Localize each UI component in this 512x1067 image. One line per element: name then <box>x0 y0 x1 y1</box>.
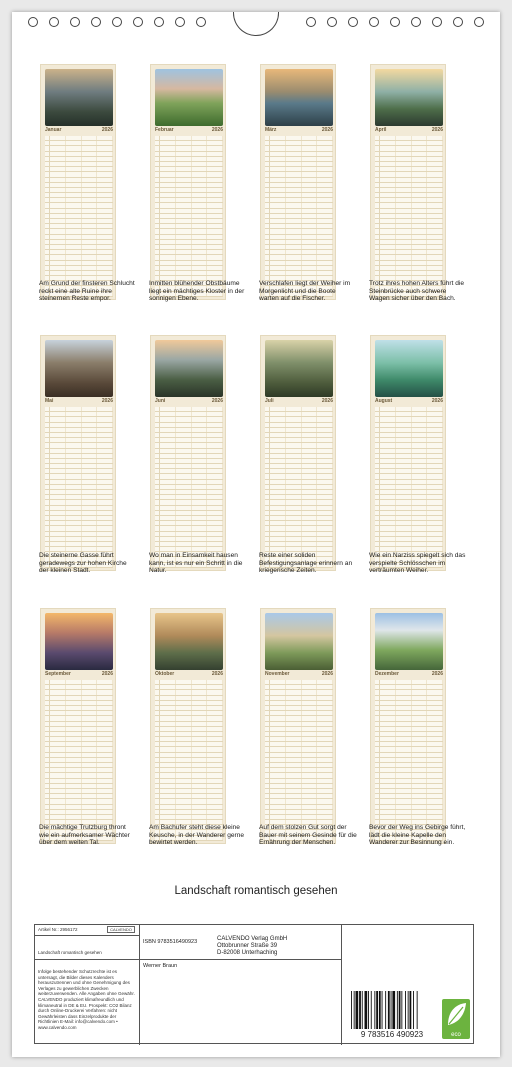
month-year: 2026 <box>431 127 443 133</box>
month-panel-märz <box>260 64 336 300</box>
month-year: 2026 <box>101 398 113 404</box>
month-header <box>45 671 113 679</box>
month-header <box>375 398 443 406</box>
publisher-address: CALVENDO Verlag GmbH Ottobrunner Straße 39 D-82008 Unterhaching <box>217 936 288 957</box>
month-landscape-image <box>265 340 333 397</box>
month-header <box>155 671 223 679</box>
month-panel-februar <box>150 64 226 300</box>
barcode-bar <box>351 991 352 1029</box>
barcode-bar <box>371 991 372 1029</box>
binding-hole <box>154 17 164 27</box>
article-number: Artikel Nr.: 2956172 <box>38 927 78 932</box>
planner-grid <box>155 407 223 568</box>
month-year: 2026 <box>211 127 223 133</box>
month-caption: Am Grund der finsteren Schlucht reckt eine alte Ruine ihre steinernen Reste empor. <box>39 280 135 303</box>
binding-hole <box>28 17 38 27</box>
month-name: Juli <box>265 398 274 404</box>
planner-grid <box>265 136 333 297</box>
barcode-bar <box>368 991 369 1029</box>
month-caption: Die mächtige Trutzburg thront wie ein aufmerksamer Wächter über dem weiten Tal. <box>39 824 130 847</box>
binding-hole <box>133 17 143 27</box>
barcode-bar <box>399 991 401 1029</box>
barcode-number: 9 783516 490923 <box>360 1030 424 1039</box>
month-panel-juli <box>260 335 336 571</box>
month-header <box>155 127 223 135</box>
calendar-subtitle: Landschaft romantisch gesehen <box>38 950 102 955</box>
barcode-bar <box>374 991 375 1029</box>
planner-grid <box>265 680 333 841</box>
month-landscape-image <box>155 613 223 670</box>
month-name: März <box>265 127 277 133</box>
month-year: 2026 <box>431 671 443 677</box>
hanger-cutout <box>233 12 279 36</box>
barcode-bar <box>356 991 359 1029</box>
month-year: 2026 <box>211 671 223 677</box>
planner-grid <box>155 680 223 841</box>
barcode-bar <box>385 991 386 1029</box>
month-header <box>265 398 333 406</box>
month-header <box>375 671 443 679</box>
binding-hole <box>348 17 358 27</box>
month-panel-oktober <box>150 608 226 844</box>
binding-hole <box>196 17 206 27</box>
barcode-bar <box>408 991 409 1029</box>
month-name: Juni <box>155 398 166 404</box>
calendar-sheet <box>12 12 500 1057</box>
month-header <box>375 127 443 135</box>
barcode-bar <box>376 991 378 1029</box>
binding-hole <box>369 17 379 27</box>
month-panel-august <box>370 335 446 571</box>
planner-grid <box>155 136 223 297</box>
binding-hole <box>390 17 400 27</box>
month-panel-september <box>40 608 116 844</box>
publisher-logo: CALVENDO <box>107 926 135 933</box>
barcode-bar <box>405 991 406 1029</box>
month-caption: Die steinerne Gasse führt geradewegs zur hohen Kirche der kleinen Stadt. <box>39 552 127 575</box>
month-caption: Trotz ihres hohen Alters führt die Steinbrücke auch schwere Wagen sicher über den Bach. <box>369 280 465 303</box>
leaf-icon <box>442 999 470 1029</box>
month-year: 2026 <box>321 127 333 133</box>
month-panel-januar <box>40 64 116 300</box>
month-caption: Auf dem stolzen Gut sorgt der Bauer mit seinem Gesinde für die Ernährung der Menschen. <box>259 824 357 847</box>
month-landscape-image <box>265 613 333 670</box>
planner-grid <box>45 136 113 297</box>
month-landscape-image <box>45 340 113 397</box>
month-year: 2026 <box>321 398 333 404</box>
month-caption: Am Bachufer steht diese kleine Keusche, in der Wanderer gerne bewirtet werden. <box>149 824 245 847</box>
binding-hole <box>112 17 122 27</box>
month-name: April <box>375 127 387 133</box>
month-name: Februar <box>155 127 174 133</box>
barcode-bar <box>379 991 381 1029</box>
binding-hole <box>453 17 463 27</box>
barcode-bar <box>382 991 383 1029</box>
binding-hole <box>432 17 442 27</box>
planner-grid <box>45 407 113 568</box>
month-landscape-image <box>155 340 223 397</box>
eco-badge <box>442 999 470 1039</box>
month-panel-november <box>260 608 336 844</box>
barcode-bar <box>362 991 363 1029</box>
planner-grid <box>375 680 443 841</box>
month-name: September <box>45 671 71 677</box>
isbn: ISBN 9783516490923 <box>143 939 198 945</box>
binding-hole <box>49 17 59 27</box>
month-header <box>265 671 333 679</box>
planner-grid <box>45 680 113 841</box>
month-year: 2026 <box>101 127 113 133</box>
month-landscape-image <box>375 69 443 126</box>
barcode-bar <box>417 991 418 1029</box>
month-name: Dezember <box>375 671 399 677</box>
month-header <box>45 127 113 135</box>
month-caption: Verschlafen liegt der Weiher im Morgenlicht und die Boote warten auf die Fischer. <box>259 280 351 303</box>
month-landscape-image <box>265 69 333 126</box>
month-caption: Wo man in Einsamkeit hausen kann, ist es nur ein Schritt in die Natur. <box>149 552 243 575</box>
month-landscape-image <box>375 613 443 670</box>
month-landscape-image <box>45 69 113 126</box>
month-header <box>155 398 223 406</box>
month-name: November <box>265 671 290 677</box>
author: Werner Braun <box>143 963 178 969</box>
binding-hole <box>306 17 316 27</box>
month-header <box>265 127 333 135</box>
month-header <box>45 398 113 406</box>
binding-hole <box>91 17 101 27</box>
month-panel-juni <box>150 335 226 571</box>
binding-hole <box>474 17 484 27</box>
month-name: Januar <box>45 127 62 133</box>
binding-hole <box>175 17 185 27</box>
month-caption: Inmitten blühender Obstbäume liegt ein mächtiges Kloster in der sonnigen Ebene. <box>149 280 245 303</box>
binding-hole <box>411 17 421 27</box>
barcode-bar <box>359 991 361 1029</box>
month-landscape-image <box>45 613 113 670</box>
binding-hole <box>327 17 337 27</box>
month-year: 2026 <box>431 398 443 404</box>
barcode-bar <box>397 991 398 1029</box>
month-name: Mai <box>45 398 54 404</box>
barcode-bar <box>388 991 390 1029</box>
month-caption: Bevor der Weg ins Gebirge führt, lädt die kleine Kapelle den Wanderer zur Besinnung ein. <box>369 824 466 847</box>
barcode-bar <box>413 991 414 1029</box>
month-panel-april <box>370 64 446 300</box>
month-landscape-image <box>375 340 443 397</box>
barcode-bar <box>354 991 355 1029</box>
month-panel-mai <box>40 335 116 571</box>
month-name: August <box>375 398 393 404</box>
month-year: 2026 <box>321 671 333 677</box>
month-caption: Reste einer soliden Befestigungsanlage erinnern an kriegerische Zeiten. <box>259 552 353 575</box>
barcode-bar <box>365 991 368 1029</box>
month-panel-dezember <box>370 608 446 844</box>
month-year: 2026 <box>211 398 223 404</box>
barcode-bar <box>392 991 395 1029</box>
info-box <box>34 924 474 1044</box>
planner-grid <box>375 136 443 297</box>
planner-grid <box>265 407 333 568</box>
barcode-bar <box>391 991 392 1029</box>
barcode-bar <box>410 991 412 1029</box>
eco-label: eco <box>451 1032 461 1038</box>
month-caption: Wie ein Narziss spiegelt sich das verspielte Schlösschen im verträumten Weiher. <box>369 552 466 575</box>
legal-notice: Infolge bestehender Schutzrechte ist es untersagt, die Bilder dieses Kalenders herauszutrennen und ohne Genehmigung des Verlages zu gewerblichen Zwecken weiterzuverwenden. Alle Angaben ohne Gewähr. CALVENDO produziert klimafreundlich und klimaneutral in DE & EU. Prospekt: CO2 Bilanz durch Online-Druckerei Verfahren: nicht Gewährleisten dass Einzelprodukte der Richtlinien E-Mail: info@calvendo.com • www.calvendo.com <box>38 969 135 1030</box>
barcode-bar <box>401 991 402 1029</box>
month-landscape-image <box>155 69 223 126</box>
calendar-title: Landschaft romantisch gesehen <box>174 885 338 897</box>
month-year: 2026 <box>101 671 113 677</box>
planner-grid <box>375 407 443 568</box>
month-name: Oktober <box>155 671 175 677</box>
binding-hole <box>70 17 80 27</box>
barcode <box>347 989 437 1039</box>
